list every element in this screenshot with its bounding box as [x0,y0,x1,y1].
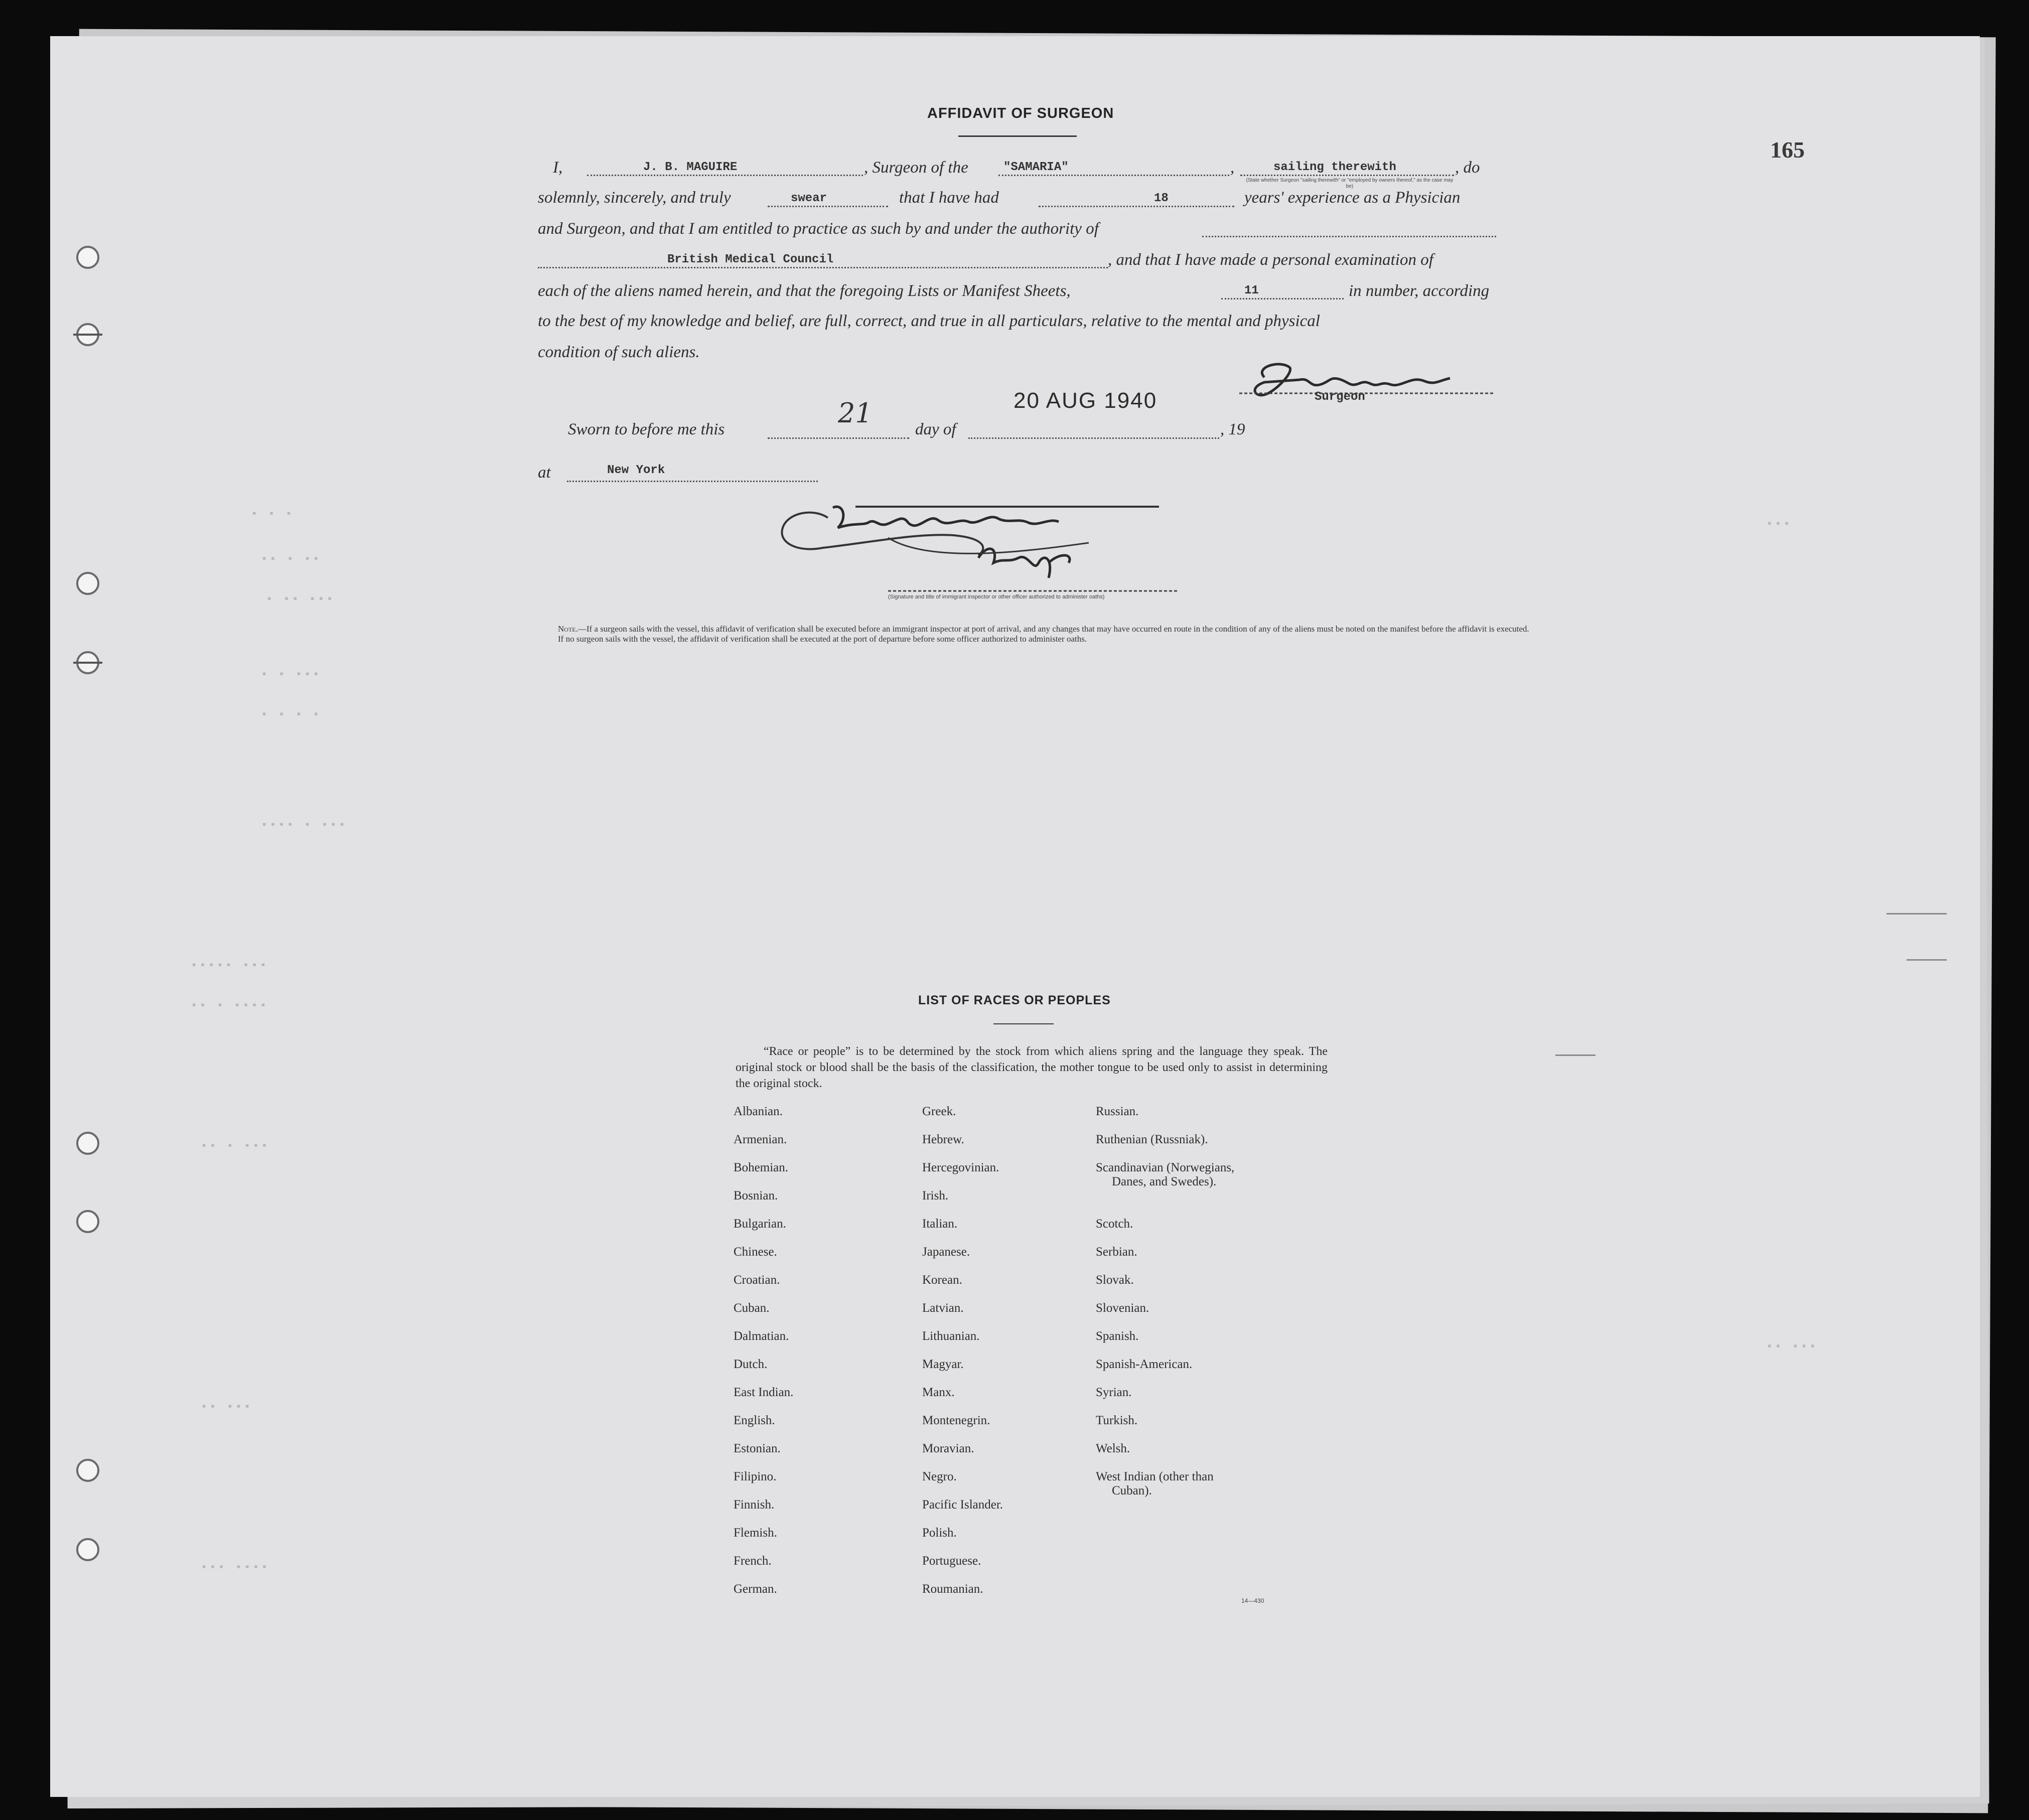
bleed-through: ▪▪▪▪ ▪ ▪▪▪ [261,819,348,831]
date-stamp: 20 AUG 1940 [1013,388,1157,413]
bleed-through: ▪▪▪▪▪ ▪▪▪ [191,959,268,972]
race-item: Scandinavian (Norwegians, [1096,1161,1235,1174]
bleed-through: ▪ ▪ ▪▪▪ [261,668,322,681]
race-item: Pacific Islander. [922,1498,1003,1511]
race-item: Estonian. [734,1442,781,1455]
fill-line [1240,175,1454,176]
race-item: Irish. [922,1189,949,1202]
race-item: Negro. [922,1470,957,1483]
bleed-through: ▪▪ ▪ ▪▪▪ [201,1140,270,1152]
binder-hole [76,572,99,595]
race-item: Russian. [1096,1105,1139,1118]
fill-line [538,267,1108,268]
bleed-through: ▪▪▪ [1766,518,1792,530]
title-underline [958,135,1077,137]
race-item: Korean. [922,1273,962,1287]
race-item: West Indian (other than [1096,1470,1214,1483]
surgeon-label: Surgeon [1315,390,1365,404]
note-text-2: If no surgeon sails with the vessel, the affidavit of verification shall be executed at the port of departure before some officer authorized to administer oaths. [558,634,1087,644]
fill-line [768,437,909,439]
race-item: Danes, and Swedes). [1112,1175,1217,1188]
bleed-through: ▪ ▪▪ ▪▪▪ [266,593,335,605]
day-of-text: day of [915,420,956,438]
bleed-through: ▪▪ ▪ ▪▪▪▪ [191,999,268,1012]
fill-line [1039,206,1234,207]
race-item: East Indian. [734,1386,794,1399]
race-item: Bohemian. [734,1161,789,1174]
document-page [50,36,1980,1797]
binder-hole [76,1538,99,1561]
binder-hole [76,1459,99,1482]
race-item: Finnish. [734,1498,775,1511]
race-item: Ruthenian (Russniak). [1096,1133,1208,1146]
sailing-caption: (State whether Surgeon "sailing therewith" or "employed by owners thereof," as the case may be) [1246,178,1454,189]
race-item: Syrian. [1096,1386,1132,1399]
race-item: Croatian. [734,1273,780,1287]
affidavit-text: years' experience as a Physician [1244,189,1461,207]
race-item: German. [734,1582,777,1596]
binder-hole [76,1210,99,1233]
years-experience: 18 [1154,192,1169,205]
sworn-text: Sworn to before me this [568,420,725,438]
race-item: Chinese. [734,1245,777,1259]
sailing-status: sailing therewith [1273,161,1396,174]
bleed-line [1907,959,1947,961]
race-item: Dalmatian. [734,1329,789,1343]
bleed-through: ▪ ▪ ▪ ▪ [261,708,322,721]
binder-hole [76,651,99,674]
note-text: —If a surgeon sails with the vessel, this affidavit of verification shall be executed before an immigrant inspector at port of arrival, and any changes that may have occurred en route in the condition of any of the aliens must be noted on the manifest before the affidavit is executed. [577,624,1529,634]
fill-line [1202,236,1496,237]
ship-name: "SAMARIA" [1003,161,1069,174]
races-column-1 [734,1105,884,1646]
race-item: Hercegovinian. [922,1161,999,1174]
affidavit-text: I, [553,159,563,177]
race-item: Slovenian. [1096,1301,1149,1315]
affidavit-text: in number, according [1349,282,1490,300]
race-item: Portuguese. [922,1554,981,1568]
affidavit-text: solemnly, sincerely, and truly [538,189,731,207]
bleed-through: ▪ ▪ ▪ [251,508,295,520]
race-item: Cuban). [1112,1484,1152,1497]
race-item: Serbian. [1096,1245,1137,1259]
race-item: Dutch. [734,1357,768,1371]
race-item: Slovak. [1096,1273,1134,1287]
bleed-through: ▪▪ ▪ ▪▪ [261,553,322,565]
binder-hole [76,246,99,269]
bleed-line [1887,913,1947,915]
race-item: Hebrew. [922,1133,964,1146]
fill-line [587,175,863,176]
page-number: 165 [1770,137,1805,163]
race-item: Bulgarian. [734,1217,786,1231]
fill-line [1221,298,1344,299]
binder-hole [76,1132,99,1155]
at-text: at [538,464,551,482]
surgeon-name: J. B. MAGUIRE [643,161,738,174]
affidavit-text: , do [1455,159,1480,177]
race-item: Turkish. [1096,1414,1138,1427]
binder-hole [76,323,99,346]
race-item: Montenegrin. [922,1414,990,1427]
race-item: Albanian. [734,1105,783,1118]
race-item: Italian. [922,1217,958,1231]
race-item: Lithuanian. [922,1329,980,1343]
affidavit-text: and Surgeon, and that I am entitled to practice as such by and under the authority of [538,220,1099,238]
medical-authority: British Medical Council [667,253,834,266]
race-item: Greek. [922,1105,956,1118]
race-item: Polish. [922,1526,957,1540]
race-item: Scotch. [1096,1217,1133,1231]
race-item: Filipino. [734,1470,777,1483]
fill-line [998,175,1229,176]
races-column-2 [922,1105,1073,1646]
form-number: 14—430 [1241,1597,1264,1604]
affidavit-text: that I have had [899,189,999,207]
race-item: French. [734,1554,772,1568]
affidavit-text: , Surgeon of the [864,159,968,177]
affidavit-text: to the best of my knowledge and belief, are full, correct, and true in all particulars, relative to the mental and physical [538,312,1320,330]
manifest-sheets-count: 11 [1244,284,1259,297]
sworn-day-handwritten: 21 [838,397,873,429]
bleed-through: ▪▪ ▪▪▪ [1766,1340,1818,1353]
races-column-3 [1096,1105,1307,1606]
race-item: Flemish. [734,1526,777,1540]
note-label: Note. [558,624,578,634]
affidavit-text: each of the aliens named herein, and that the foregoing Lists or Manifest Sheets, [538,282,1071,300]
affidavit-title: AFFIDAVIT OF SURGEON [927,105,1114,121]
race-item: Latvian. [922,1301,964,1315]
affidavit-note [538,624,1536,644]
race-item: Welsh. [1096,1442,1130,1455]
year-prefix: , 19 [1220,420,1245,438]
race-item: Bosnian. [734,1189,778,1202]
sworn-place: New York [607,464,665,477]
race-item: Roumanian. [922,1582,983,1596]
fill-line [567,481,818,482]
comma: , [1230,159,1235,177]
race-item: Armenian. [734,1133,787,1146]
oath-type: swear [791,192,827,205]
race-item: English. [734,1414,775,1427]
officer-caption: (Signature and title of immigrant inspector or other officer authorized to administer oaths) [888,594,1105,600]
race-item: Moravian. [922,1442,974,1455]
bleed-through: ▪▪▪ ▪▪▪▪ [201,1561,270,1574]
races-intro: “Race or people” is to be determined by the stock from which aliens spring and the language they speak. The original stock or blood shall be the basis of the classification, the mother tongue to be used only to assist in determining the original stock. [736,1045,1328,1090]
bleed-through: ▪▪ ▪▪▪ [201,1401,253,1413]
races-title: LIST OF RACES OR PEOPLES [918,993,1111,1007]
fill-line [768,206,888,207]
bleed-line [1555,1054,1596,1056]
race-item: Magyar. [922,1357,964,1371]
affidavit-text: , and that I have made a personal examination of [1108,251,1433,269]
race-item: Cuban. [734,1301,770,1315]
race-item: Spanish. [1096,1329,1139,1343]
affidavit-text: condition of such aliens. [538,343,700,361]
fill-line [968,437,1219,439]
race-item: Japanese. [922,1245,970,1259]
races-title-underline [993,1023,1054,1024]
race-item: Spanish-American. [1096,1357,1193,1371]
race-item: Manx. [922,1386,955,1399]
